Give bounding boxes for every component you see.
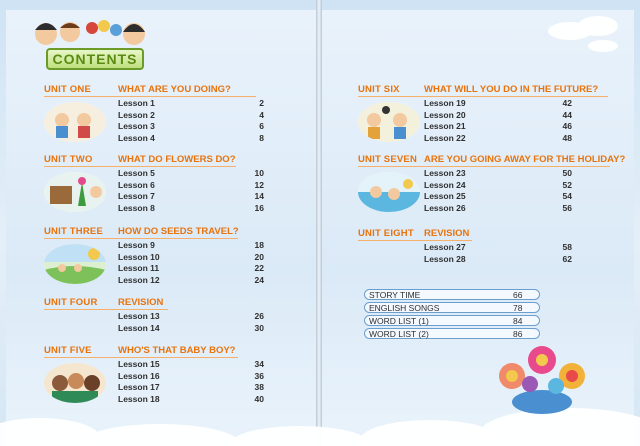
unit-divider xyxy=(358,166,610,167)
unit-illustration xyxy=(44,363,106,403)
lesson-row[interactable]: Lesson 1 2 xyxy=(118,98,264,108)
lesson-row[interactable]: Lesson 25 54 xyxy=(424,191,572,201)
lesson-row[interactable]: Lesson 12 24 xyxy=(118,274,264,285)
lesson-row[interactable]: Lesson 26 56 xyxy=(424,202,572,213)
lesson-row[interactable]: Lesson 22 48 xyxy=(424,132,572,143)
lesson-row[interactable]: Lesson 28 62 xyxy=(424,253,572,264)
unit-subtitle: WHAT WILL YOU DO IN THE FUTURE? xyxy=(424,84,599,95)
unit-six xyxy=(358,84,599,146)
unit-subtitle: WHO'S THAT BABY BOY? xyxy=(118,345,236,356)
unit-title: UNIT SEVEN xyxy=(358,154,418,165)
unit-subtitle: ARE YOU GOING AWAY FOR THE HOLIDAY? xyxy=(424,154,626,165)
lesson-row[interactable]: Lesson 13 26 xyxy=(118,311,264,321)
cloud-decoration xyxy=(588,40,618,52)
unit-four xyxy=(44,297,264,335)
lesson-row[interactable]: Lesson 14 30 xyxy=(118,322,264,333)
unit-title: UNIT FIVE xyxy=(44,345,92,356)
unit-title: UNIT TWO xyxy=(44,154,93,165)
unit-illustration xyxy=(44,172,106,212)
unit-seven xyxy=(358,154,626,216)
unit-title: UNIT THREE xyxy=(44,226,103,237)
unit-one xyxy=(44,84,264,146)
lesson-row[interactable]: Lesson 20 44 xyxy=(424,109,572,120)
contents-heading: CONTENTS xyxy=(46,48,144,70)
unit-divider xyxy=(44,96,256,97)
unit-divider xyxy=(44,166,236,167)
unit-subtitle: REVISION xyxy=(424,228,470,239)
lesson-row[interactable]: Lesson 11 22 xyxy=(118,263,264,273)
lesson-row[interactable]: Lesson 3 6 xyxy=(118,121,264,131)
lesson-row[interactable]: Lesson 5 10 xyxy=(118,168,264,178)
unit-subtitle: WHAT ARE YOU DOING? xyxy=(118,84,231,95)
lesson-row[interactable]: Lesson 2 4 xyxy=(118,109,264,120)
lesson-row[interactable]: Lesson 7 14 xyxy=(118,191,264,201)
unit-two xyxy=(44,154,264,216)
extra-story-time[interactable]: STORY TIME 66 xyxy=(364,289,540,300)
lesson-row[interactable]: Lesson 27 58 xyxy=(424,242,572,252)
unit-illustration xyxy=(358,102,420,142)
unit-title: UNIT SIX xyxy=(358,84,400,95)
lesson-row[interactable]: Lesson 15 34 xyxy=(118,359,264,369)
cloud-decoration xyxy=(578,16,618,36)
lesson-row[interactable]: Lesson 17 38 xyxy=(118,382,264,392)
lesson-row[interactable]: Lesson 9 18 xyxy=(118,240,264,250)
extra-word-list-2[interactable]: WORD LIST (2) 86 xyxy=(364,328,540,339)
unit-three xyxy=(44,226,264,288)
lesson-row[interactable]: Lesson 18 40 xyxy=(118,393,264,404)
lesson-row[interactable]: Lesson 16 36 xyxy=(118,370,264,381)
lesson-row[interactable]: Lesson 4 8 xyxy=(118,132,264,143)
unit-subtitle: WHAT DO FLOWERS DO? xyxy=(118,154,236,165)
unit-divider xyxy=(358,240,472,241)
unit-illustration xyxy=(358,172,420,212)
unit-subtitle: HOW DO SEEDS TRAVEL? xyxy=(118,226,239,237)
kids-illustration xyxy=(30,12,150,52)
unit-divider xyxy=(44,309,168,310)
unit-title: UNIT ONE xyxy=(44,84,91,95)
unit-title: UNIT EIGHT xyxy=(358,228,414,239)
lesson-row[interactable]: Lesson 19 42 xyxy=(424,98,572,108)
lesson-row[interactable]: Lesson 10 20 xyxy=(118,251,264,262)
unit-divider xyxy=(44,357,238,358)
unit-illustration xyxy=(44,102,106,142)
unit-illustration xyxy=(44,244,106,284)
unit-eight xyxy=(358,228,578,266)
extra-word-list-1[interactable]: WORD LIST (1) 84 xyxy=(364,315,540,326)
lesson-row[interactable]: Lesson 8 16 xyxy=(118,202,264,213)
lesson-row[interactable]: Lesson 21 46 xyxy=(424,121,572,131)
lesson-row[interactable]: Lesson 6 12 xyxy=(118,179,264,190)
unit-five xyxy=(44,345,264,407)
unit-divider xyxy=(358,96,608,97)
unit-title: UNIT FOUR xyxy=(44,297,98,308)
unit-subtitle: REVISION xyxy=(118,297,164,308)
book-gutter xyxy=(316,0,322,446)
lesson-row[interactable]: Lesson 24 52 xyxy=(424,179,572,190)
lesson-row[interactable]: Lesson 23 50 xyxy=(424,168,572,178)
extra-english-songs[interactable]: ENGLISH SONGS 78 xyxy=(364,302,540,313)
unit-divider xyxy=(44,238,238,239)
flower-vase-illustration xyxy=(494,340,594,414)
